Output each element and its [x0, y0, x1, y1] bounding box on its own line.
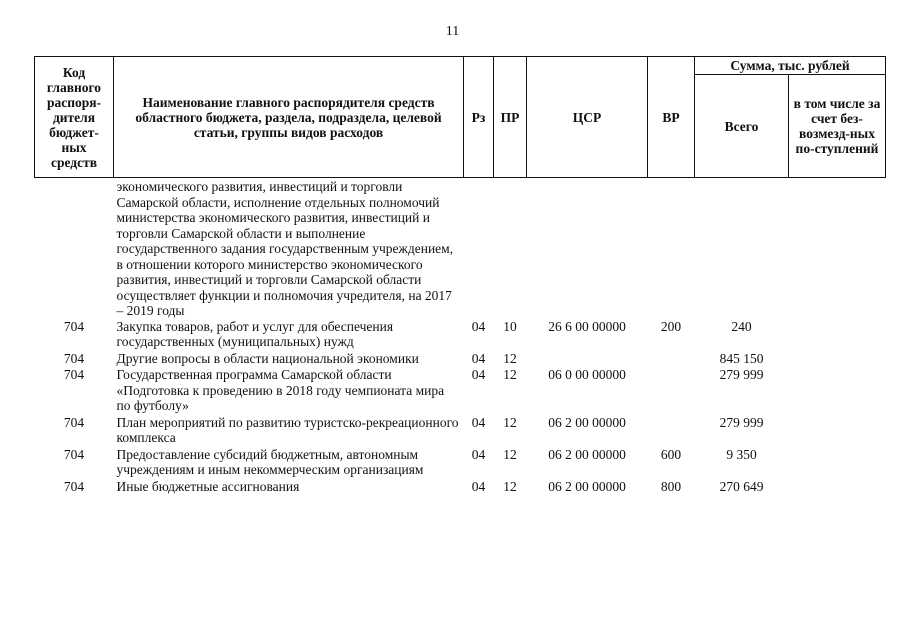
cell-code: 704	[63, 446, 85, 462]
cell-free	[789, 367, 886, 415]
cell-pr: 12	[503, 446, 517, 462]
table-row	[35, 367, 886, 415]
table-row	[35, 351, 886, 368]
table-header	[35, 57, 886, 178]
cell-pr: 12	[503, 350, 517, 366]
table-body	[35, 178, 886, 496]
table-row	[35, 447, 886, 479]
cell-rz: 04	[471, 350, 486, 366]
cell-csr: 06 2 00 00000	[548, 414, 626, 430]
header-code: Код главного распоря-дителя бюджет-ных средств	[35, 57, 114, 178]
header-total: Всего	[695, 75, 789, 178]
cell-free	[789, 479, 886, 496]
cell-total: 279 999	[719, 367, 764, 382]
cell-vr	[648, 351, 695, 368]
cell-csr: 26 6 00 00000	[548, 318, 626, 334]
cell-vr: 200	[660, 318, 682, 334]
continuation-row	[35, 178, 886, 319]
cell-total: 845 150	[719, 350, 764, 366]
cell-pr: 12	[503, 367, 517, 382]
cell-free	[789, 415, 886, 447]
cell-rz: 04	[471, 478, 486, 494]
cell-name: Другие вопросы в области национальной экономики	[116, 350, 419, 366]
cell-csr	[527, 351, 648, 368]
table-row	[35, 479, 886, 496]
cell-pr: 12	[503, 414, 517, 430]
cell-rz: 04	[471, 318, 486, 334]
budget-table	[34, 56, 886, 495]
cell-csr: 06 0 00 00000	[548, 367, 626, 382]
cell-csr: 06 2 00 00000	[548, 478, 626, 494]
cell-code: 704	[63, 350, 85, 366]
header-free: в том числе за счет без-возмезд-ных по-ступлений	[789, 75, 886, 178]
header-name: Наименование главного распорядителя средств областного бюджета, раздела, подраздела, целевой статьи, группы видов расходов	[114, 57, 464, 178]
cell-csr: 06 2 00 00000	[548, 446, 626, 462]
header-pr: ПР	[494, 57, 527, 178]
cell-free	[789, 319, 886, 351]
cell-name: Предоставление субсидий бюджетным, автономным учреждениям и иным некоммерческим организациям	[116, 446, 424, 477]
cell-total: 240	[731, 318, 752, 334]
header-rz: Рз	[464, 57, 494, 178]
cell-code: 704	[63, 414, 85, 430]
cell-free	[789, 351, 886, 368]
table-row	[35, 415, 886, 447]
continuation-text: экономического развития, инвестиций и торговли Самарской области, исполнение отдельных полномочий министерства экономического развития, инвестиций и торговли Самарской области и выполнение государственного задания государственным учреждением, в отношении которого министерство экономического развития, инвестиций и торговли Самарской области осуществляет функции и полномочия учредителя, на 2017 – 2019 годы	[116, 179, 454, 318]
cell-total: 279 999	[719, 414, 764, 430]
cell-free	[789, 447, 886, 479]
cell-code: 704	[63, 318, 85, 334]
cell-vr: 800	[660, 478, 682, 494]
cell-vr	[648, 415, 695, 447]
cell-name: Государственная программа Самарской области «Подготовка к проведению в 2018 году чемпионата мира по футболу»	[116, 367, 445, 413]
cell-pr: 10	[503, 318, 517, 334]
header-sum: Сумма, тыс. рублей	[695, 57, 886, 75]
table-row	[35, 319, 886, 351]
cell-code: 704	[63, 478, 85, 494]
cell-total: 9 350	[726, 446, 757, 462]
cell-vr	[648, 367, 695, 415]
header-vr: ВР	[648, 57, 695, 178]
page-number: 11	[445, 24, 460, 39]
cell-name: План мероприятий по развитию туристско-рекреационного комплекса	[116, 414, 459, 445]
header-csr: ЦСР	[527, 57, 648, 178]
cell-name: Иные бюджетные ассигнования	[116, 478, 300, 494]
cell-pr: 12	[503, 478, 517, 494]
cell-name: Закупка товаров, работ и услуг для обеспечения государственных (муниципальных) нужд	[116, 318, 394, 349]
cell-rz: 04	[471, 414, 486, 430]
cell-code: 704	[63, 367, 85, 382]
cell-rz: 04	[471, 446, 486, 462]
cell-rz: 04	[471, 367, 486, 382]
cell-total: 270 649	[719, 478, 764, 494]
cell-vr: 600	[660, 446, 682, 462]
